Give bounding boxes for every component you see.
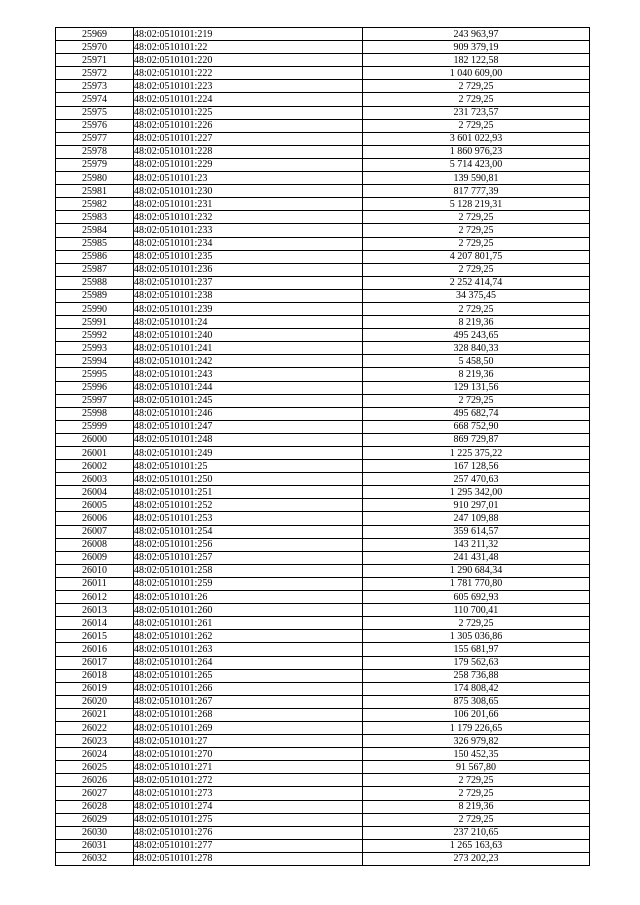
cadastral-value-cell: 155 681,97: [363, 643, 590, 656]
row-number-cell: 26019: [56, 682, 134, 695]
table-row: [56, 682, 590, 695]
row-number-cell: 26029: [56, 813, 134, 826]
row-number-cell: 26021: [56, 708, 134, 721]
cadastral-value-cell: 326 979,82: [363, 735, 590, 748]
table-row: [56, 276, 590, 289]
row-number-cell: 26020: [56, 695, 134, 708]
row-number-cell: 26011: [56, 577, 134, 590]
table-row: [56, 656, 590, 669]
row-number-cell: 26006: [56, 512, 134, 525]
cadastral-number-cell: 48:02:0510101:248: [134, 433, 363, 446]
row-number-cell: 25990: [56, 302, 134, 315]
table-row: [56, 643, 590, 656]
cadastral-number-cell: 48:02:0510101:265: [134, 669, 363, 682]
cadastral-number-cell: 48:02:0510101:266: [134, 682, 363, 695]
table-row: [56, 302, 590, 315]
table-row: [56, 564, 590, 577]
cadastral-number-cell: 48:02:0510101:277: [134, 839, 363, 852]
table-row: [56, 93, 590, 106]
row-number-cell: 25985: [56, 237, 134, 250]
cadastral-value-cell: 167 128,56: [363, 460, 590, 473]
table-row: [56, 630, 590, 643]
cadastral-number-cell: 48:02:0510101:263: [134, 643, 363, 656]
row-number-cell: 26022: [56, 721, 134, 734]
cadastral-value-cell: 5 714 423,00: [363, 158, 590, 171]
cadastral-number-cell: 48:02:0510101:223: [134, 80, 363, 93]
row-number-cell: 26012: [56, 591, 134, 604]
row-number-cell: 25999: [56, 420, 134, 433]
cadastral-value-cell: 3 601 022,93: [363, 132, 590, 145]
cadastral-value-cell: 2 729,25: [363, 119, 590, 132]
row-number-cell: 25988: [56, 276, 134, 289]
cadastral-value-cell: 1 179 226,65: [363, 721, 590, 734]
table-row: [56, 316, 590, 329]
cadastral-value-cell: 2 729,25: [363, 93, 590, 106]
cadastral-value-cell: 2 729,25: [363, 80, 590, 93]
table-row: [56, 106, 590, 119]
cadastral-value-cell: 150 452,35: [363, 748, 590, 761]
row-number-cell: 25991: [56, 316, 134, 329]
table-row: [56, 813, 590, 826]
cadastral-number-cell: 48:02:0510101:236: [134, 263, 363, 276]
table-row: [56, 158, 590, 171]
cadastral-value-cell: 495 682,74: [363, 407, 590, 420]
row-number-cell: 25994: [56, 355, 134, 368]
table-row: [56, 708, 590, 721]
table-row: [56, 224, 590, 237]
row-number-cell: 26030: [56, 826, 134, 839]
cadastral-value-cell: 143 211,32: [363, 538, 590, 551]
cadastral-value-cell: 139 590,81: [363, 172, 590, 185]
row-number-cell: 26007: [56, 525, 134, 538]
cadastral-number-cell: 48:02:0510101:260: [134, 604, 363, 617]
row-number-cell: 26013: [56, 604, 134, 617]
row-number-cell: 26003: [56, 473, 134, 486]
row-number-cell: 26015: [56, 630, 134, 643]
cadastral-number-cell: 48:02:0510101:243: [134, 368, 363, 381]
cadastral-value-cell: 817 777,39: [363, 185, 590, 198]
table-row: [56, 237, 590, 250]
cadastral-value-cell: 2 729,25: [363, 263, 590, 276]
cadastral-number-cell: 48:02:0510101:227: [134, 132, 363, 145]
cadastral-value-cell: 237 210,65: [363, 826, 590, 839]
table-row: [56, 145, 590, 158]
cadastral-number-cell: 48:02:0510101:229: [134, 158, 363, 171]
cadastral-number-cell: 48:02:0510101:24: [134, 316, 363, 329]
table-row: [56, 407, 590, 420]
row-number-cell: 25987: [56, 263, 134, 276]
cadastral-number-cell: 48:02:0510101:241: [134, 342, 363, 355]
table-row: [56, 394, 590, 407]
table-row: [56, 721, 590, 734]
cadastral-number-cell: 48:02:0510101:253: [134, 512, 363, 525]
cadastral-number-cell: 48:02:0510101:240: [134, 329, 363, 342]
cadastral-value-cell: 2 729,25: [363, 224, 590, 237]
row-number-cell: 25970: [56, 41, 134, 54]
table-row: [56, 774, 590, 787]
cadastral-number-cell: 48:02:0510101:273: [134, 787, 363, 800]
row-number-cell: 25978: [56, 145, 134, 158]
cadastral-value-cell: 1 290 684,34: [363, 564, 590, 577]
cadastral-value-cell: 231 723,57: [363, 106, 590, 119]
row-number-cell: 26031: [56, 839, 134, 852]
table-row: [56, 289, 590, 302]
table-row: [56, 591, 590, 604]
table-body: [56, 28, 590, 866]
cadastral-value-cell: 129 131,56: [363, 381, 590, 394]
cadastral-number-cell: 48:02:0510101:226: [134, 119, 363, 132]
table-row: [56, 525, 590, 538]
table-row: [56, 499, 590, 512]
cadastral-value-cell: 257 470,63: [363, 473, 590, 486]
cadastral-number-cell: 48:02:0510101:270: [134, 748, 363, 761]
table-row: [56, 551, 590, 564]
cadastral-number-cell: 48:02:0510101:237: [134, 276, 363, 289]
cadastral-value-cell: 247 109,88: [363, 512, 590, 525]
table-row: [56, 355, 590, 368]
row-number-cell: 26000: [56, 433, 134, 446]
cadastral-value-cell: 1 265 163,63: [363, 839, 590, 852]
row-number-cell: 25973: [56, 80, 134, 93]
cadastral-value-cell: 2 252 414,74: [363, 276, 590, 289]
cadastral-number-cell: 48:02:0510101:275: [134, 813, 363, 826]
cadastral-value-cell: 258 736,88: [363, 669, 590, 682]
cadastral-value-cell: 605 692,93: [363, 591, 590, 604]
table-row: [56, 604, 590, 617]
table-row: [56, 512, 590, 525]
cadastral-value-cell: 106 201,66: [363, 708, 590, 721]
cadastral-value-cell: 91 567,80: [363, 761, 590, 774]
cadastral-value-cell: 1 225 375,22: [363, 447, 590, 460]
cadastral-number-cell: 48:02:0510101:267: [134, 695, 363, 708]
row-number-cell: 25992: [56, 329, 134, 342]
cadastral-value-cell: 2 729,25: [363, 302, 590, 315]
table-row: [56, 617, 590, 630]
row-number-cell: 26008: [56, 538, 134, 551]
row-number-cell: 26017: [56, 656, 134, 669]
cadastral-number-cell: 48:02:0510101:233: [134, 224, 363, 237]
cadastral-value-cell: 4 207 801,75: [363, 250, 590, 263]
cadastral-number-cell: 48:02:0510101:272: [134, 774, 363, 787]
cadastral-number-cell: 48:02:0510101:258: [134, 564, 363, 577]
cadastral-number-cell: 48:02:0510101:239: [134, 302, 363, 315]
cadastral-number-cell: 48:02:0510101:219: [134, 28, 363, 41]
cadastral-number-cell: 48:02:0510101:249: [134, 447, 363, 460]
row-number-cell: 26025: [56, 761, 134, 774]
table-row: [56, 460, 590, 473]
table-row: [56, 172, 590, 185]
table-row: [56, 669, 590, 682]
cadastral-number-cell: 48:02:0510101:235: [134, 250, 363, 263]
cadastral-number-cell: 48:02:0510101:257: [134, 551, 363, 564]
cadastral-number-cell: 48:02:0510101:26: [134, 591, 363, 604]
table-row: [56, 41, 590, 54]
row-number-cell: 25977: [56, 132, 134, 145]
table-row: [56, 695, 590, 708]
cadastral-value-cell: 2 729,25: [363, 774, 590, 787]
cadastral-number-cell: 48:02:0510101:244: [134, 381, 363, 394]
row-number-cell: 25993: [56, 342, 134, 355]
row-number-cell: 25981: [56, 185, 134, 198]
row-number-cell: 26028: [56, 800, 134, 813]
cadastral-number-cell: 48:02:0510101:222: [134, 67, 363, 80]
table-row: [56, 381, 590, 394]
row-number-cell: 25975: [56, 106, 134, 119]
cadastral-value-cell: 1 040 609,00: [363, 67, 590, 80]
row-number-cell: 25998: [56, 407, 134, 420]
row-number-cell: 26026: [56, 774, 134, 787]
table-row: [56, 473, 590, 486]
cadastral-value-cell: 1 295 342,00: [363, 486, 590, 499]
table-row: [56, 132, 590, 145]
table-row: [56, 839, 590, 852]
table-row: [56, 185, 590, 198]
cadastral-value-cell: 495 243,65: [363, 329, 590, 342]
cadastral-value-cell: 34 375,45: [363, 289, 590, 302]
cadastral-number-cell: 48:02:0510101:245: [134, 394, 363, 407]
cadastral-number-cell: 48:02:0510101:278: [134, 852, 363, 865]
row-number-cell: 26014: [56, 617, 134, 630]
table-row: [56, 787, 590, 800]
cadastral-value-cell: 2 729,25: [363, 813, 590, 826]
row-number-cell: 25974: [56, 93, 134, 106]
cadastral-number-cell: 48:02:0510101:234: [134, 237, 363, 250]
table-row: [56, 761, 590, 774]
cadastral-number-cell: 48:02:0510101:230: [134, 185, 363, 198]
cadastral-number-cell: 48:02:0510101:276: [134, 826, 363, 839]
row-number-cell: 25989: [56, 289, 134, 302]
cadastral-number-cell: 48:02:0510101:238: [134, 289, 363, 302]
cadastral-number-cell: 48:02:0510101:259: [134, 577, 363, 590]
cadastral-number-cell: 48:02:0510101:231: [134, 198, 363, 211]
cadastral-number-cell: 48:02:0510101:251: [134, 486, 363, 499]
table-row: [56, 342, 590, 355]
table-row: [56, 800, 590, 813]
cadastral-number-cell: 48:02:0510101:27: [134, 735, 363, 748]
cadastral-number-cell: 48:02:0510101:22: [134, 41, 363, 54]
cadastral-number-cell: 48:02:0510101:224: [134, 93, 363, 106]
table-row: [56, 54, 590, 67]
cadastral-number-cell: 48:02:0510101:232: [134, 211, 363, 224]
cadastral-number-cell: 48:02:0510101:256: [134, 538, 363, 551]
row-number-cell: 26027: [56, 787, 134, 800]
row-number-cell: 25996: [56, 381, 134, 394]
row-number-cell: 26004: [56, 486, 134, 499]
cadastral-value-cell: 182 122,58: [363, 54, 590, 67]
row-number-cell: 26010: [56, 564, 134, 577]
cadastral-value-cell: 2 729,25: [363, 394, 590, 407]
cadastral-number-cell: 48:02:0510101:268: [134, 708, 363, 721]
table-row: [56, 852, 590, 865]
row-number-cell: 25983: [56, 211, 134, 224]
cadastral-value-cell: 359 614,57: [363, 525, 590, 538]
cadastral-value-cell: 8 219,36: [363, 800, 590, 813]
row-number-cell: 25982: [56, 198, 134, 211]
cadastral-value-cell: 8 219,36: [363, 368, 590, 381]
cadastral-value-cell: 5 458,50: [363, 355, 590, 368]
table-row: [56, 420, 590, 433]
table-row: [56, 447, 590, 460]
cadastral-value-cell: 1 305 036,86: [363, 630, 590, 643]
row-number-cell: 26001: [56, 447, 134, 460]
cadastral-number-cell: 48:02:0510101:269: [134, 721, 363, 734]
cadastral-value-cell: 5 128 219,31: [363, 198, 590, 211]
row-number-cell: 25997: [56, 394, 134, 407]
cadastral-value-cell: 910 297,01: [363, 499, 590, 512]
row-number-cell: 25979: [56, 158, 134, 171]
table-row: [56, 211, 590, 224]
row-number-cell: 26002: [56, 460, 134, 473]
cadastral-number-cell: 48:02:0510101:225: [134, 106, 363, 119]
cadastral-value-cell: 2 729,25: [363, 617, 590, 630]
cadastral-value-cell: 2 729,25: [363, 211, 590, 224]
row-number-cell: 26018: [56, 669, 134, 682]
row-number-cell: 25972: [56, 67, 134, 80]
table-row: [56, 250, 590, 263]
cadastral-value-table: [55, 27, 590, 866]
cadastral-value-cell: 179 562,63: [363, 656, 590, 669]
cadastral-number-cell: 48:02:0510101:246: [134, 407, 363, 420]
table-row: [56, 198, 590, 211]
row-number-cell: 25971: [56, 54, 134, 67]
table-row: [56, 119, 590, 132]
table-row: [56, 80, 590, 93]
cadastral-number-cell: 48:02:0510101:254: [134, 525, 363, 538]
row-number-cell: 25984: [56, 224, 134, 237]
row-number-cell: 26032: [56, 852, 134, 865]
cadastral-value-cell: 1 781 770,80: [363, 577, 590, 590]
row-number-cell: 26016: [56, 643, 134, 656]
cadastral-number-cell: 48:02:0510101:262: [134, 630, 363, 643]
row-number-cell: 25976: [56, 119, 134, 132]
cadastral-number-cell: 48:02:0510101:250: [134, 473, 363, 486]
cadastral-number-cell: 48:02:0510101:228: [134, 145, 363, 158]
row-number-cell: 26024: [56, 748, 134, 761]
cadastral-number-cell: 48:02:0510101:25: [134, 460, 363, 473]
cadastral-value-cell: 1 860 976,23: [363, 145, 590, 158]
cadastral-value-cell: 2 729,25: [363, 237, 590, 250]
table-row: [56, 577, 590, 590]
table-row: [56, 263, 590, 276]
cadastral-value-cell: 241 431,48: [363, 551, 590, 564]
cadastral-value-cell: 174 808,42: [363, 682, 590, 695]
cadastral-number-cell: 48:02:0510101:274: [134, 800, 363, 813]
cadastral-number-cell: 48:02:0510101:252: [134, 499, 363, 512]
table-row: [56, 735, 590, 748]
table-row: [56, 538, 590, 551]
table-row: [56, 329, 590, 342]
cadastral-number-cell: 48:02:0510101:220: [134, 54, 363, 67]
cadastral-number-cell: 48:02:0510101:23: [134, 172, 363, 185]
row-number-cell: 26009: [56, 551, 134, 564]
cadastral-value-cell: 110 700,41: [363, 604, 590, 617]
table-row: [56, 368, 590, 381]
cadastral-number-cell: 48:02:0510101:242: [134, 355, 363, 368]
cadastral-number-cell: 48:02:0510101:261: [134, 617, 363, 630]
cadastral-value-cell: 273 202,23: [363, 852, 590, 865]
cadastral-number-cell: 48:02:0510101:264: [134, 656, 363, 669]
table-row: [56, 28, 590, 41]
table-row: [56, 67, 590, 80]
row-number-cell: 25969: [56, 28, 134, 41]
table-row: [56, 433, 590, 446]
cadastral-value-cell: 909 379,19: [363, 41, 590, 54]
cadastral-value-cell: 668 752,90: [363, 420, 590, 433]
row-number-cell: 26023: [56, 735, 134, 748]
cadastral-value-cell: 8 219,36: [363, 316, 590, 329]
table-row: [56, 486, 590, 499]
cadastral-value-cell: 869 729,87: [363, 433, 590, 446]
cadastral-number-cell: 48:02:0510101:271: [134, 761, 363, 774]
table-row: [56, 826, 590, 839]
cadastral-value-cell: 243 963,97: [363, 28, 590, 41]
row-number-cell: 26005: [56, 499, 134, 512]
cadastral-value-cell: 328 840,33: [363, 342, 590, 355]
row-number-cell: 25986: [56, 250, 134, 263]
cadastral-value-cell: 2 729,25: [363, 787, 590, 800]
row-number-cell: 25980: [56, 172, 134, 185]
cadastral-value-cell: 875 308,65: [363, 695, 590, 708]
table-row: [56, 748, 590, 761]
cadastral-number-cell: 48:02:0510101:247: [134, 420, 363, 433]
row-number-cell: 25995: [56, 368, 134, 381]
